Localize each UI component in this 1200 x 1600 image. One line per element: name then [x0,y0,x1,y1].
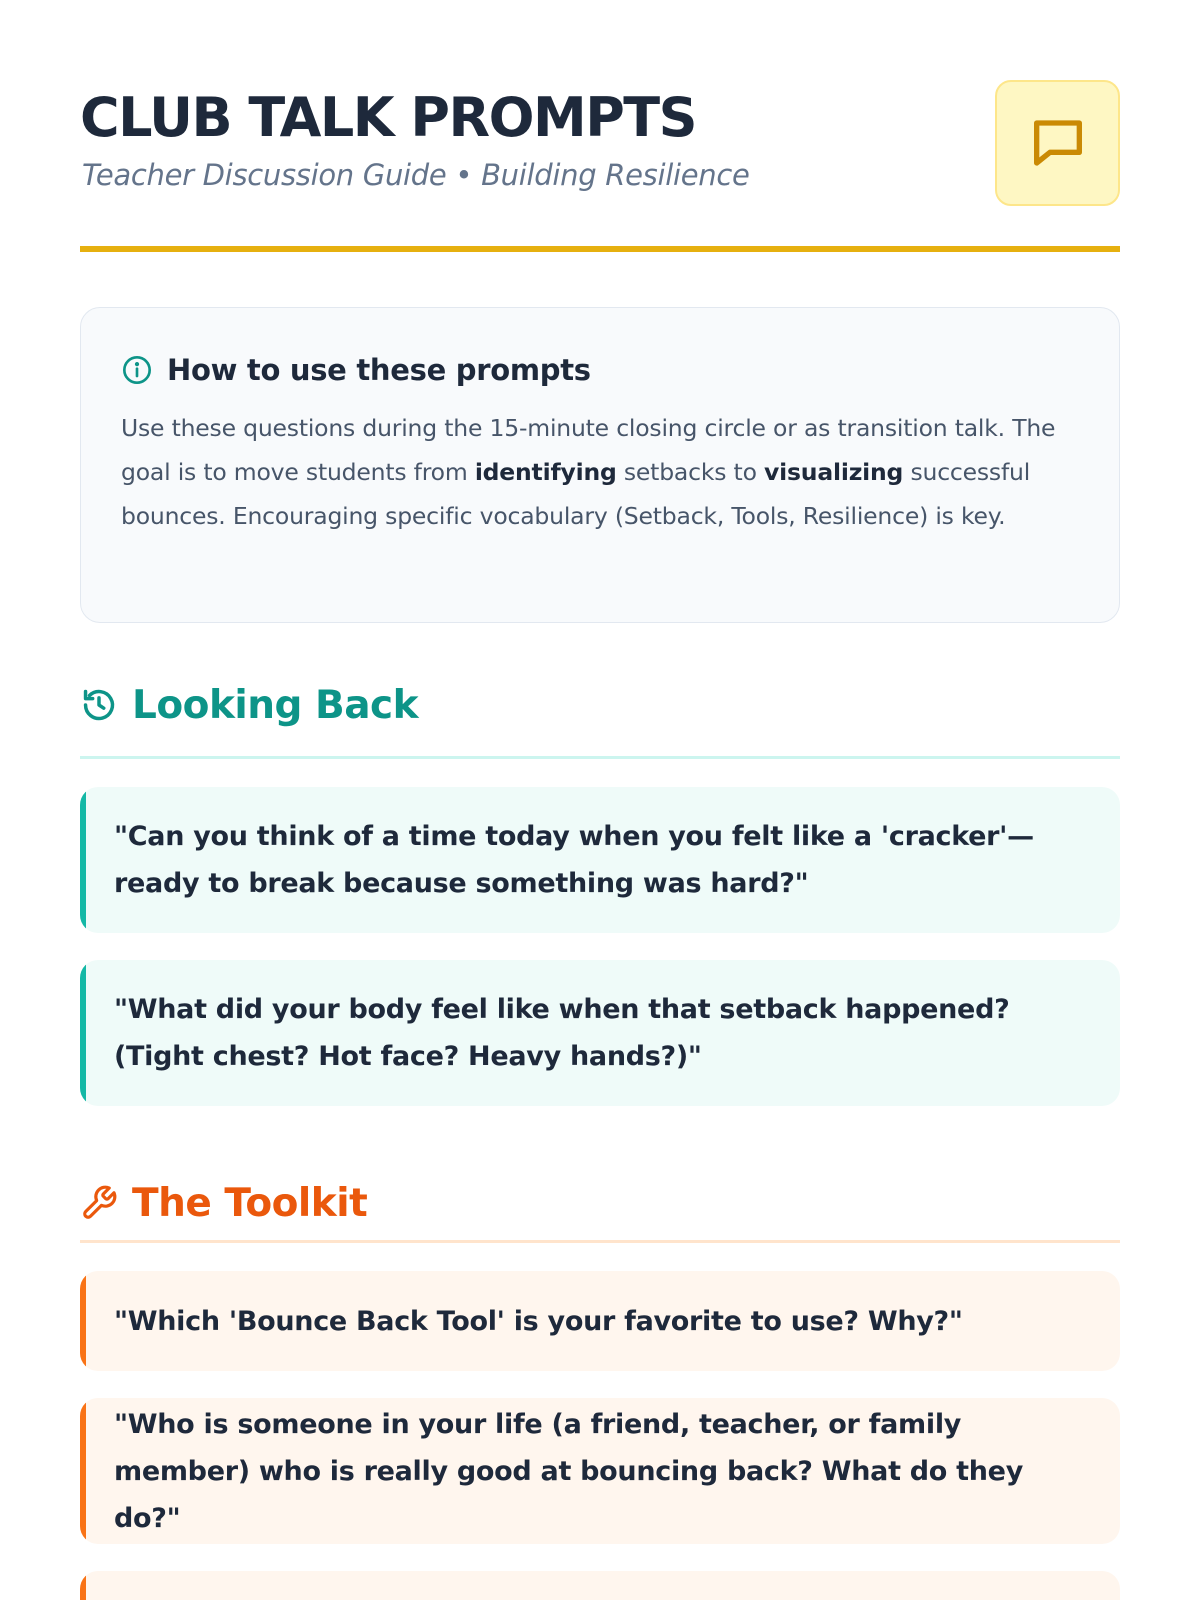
prompt-text: "Who is someone in your life (a friend, teacher, or family member) who is really good at bouncing back? What do they do?" [114,1408,1023,1534]
info-box [80,307,1120,623]
info-circle-icon [121,354,153,386]
info-header [121,350,1079,390]
prompt-card [80,1571,1120,1600]
info-title: How to use these prompts [167,353,591,387]
info-bold-identifying: identifying [474,458,617,486]
page-header [80,80,1120,250]
section-toolkit-header [80,1178,1120,1228]
prompt-text: "What did your body feel like when that setback happened? (Tight chest? Hot face? Heavy hands?)" [114,994,1010,1072]
section-title-looking-back: Looking Back [132,682,419,728]
section-rule-toolkit [80,1240,1120,1243]
info-body [121,406,1079,538]
section-title-toolkit: The Toolkit [132,1180,368,1226]
prompt-card [80,960,1120,1106]
info-body-text-1: Use these questions during the 15-minute closing circle or as transition talk. The goal is to move students from [121,414,1056,486]
wrench-icon [80,1184,118,1222]
prompt-card [80,1398,1120,1544]
section-looking-back-header [80,680,1120,730]
info-bold-visualizing: visualizing [764,458,904,486]
prompt-card [80,1271,1120,1371]
section-rule-looking-back [80,756,1120,759]
prompt-text: "Which 'Bounce Back Tool' is your favorite to use? Why?" [114,1305,963,1337]
page-subtitle: Teacher Discussion Guide • Building Resilience [82,158,750,192]
info-body-text-3: successful bounces. Encouraging specific vocabulary (Setback, Tools, Resilience) is key. [121,458,1031,530]
chat-bubble-icon [1026,111,1090,175]
info-body-text-2: setbacks to [616,458,765,486]
history-icon [80,686,118,724]
prompt-text: "Can you think of a time today when you felt like a 'cracker'—ready to break because something was hard?" [114,821,1034,899]
page-title: CLUB TALK PROMPTS [80,86,697,149]
prompt-card [80,787,1120,933]
header-divider [80,246,1120,252]
chat-badge[interactable] [995,80,1120,206]
